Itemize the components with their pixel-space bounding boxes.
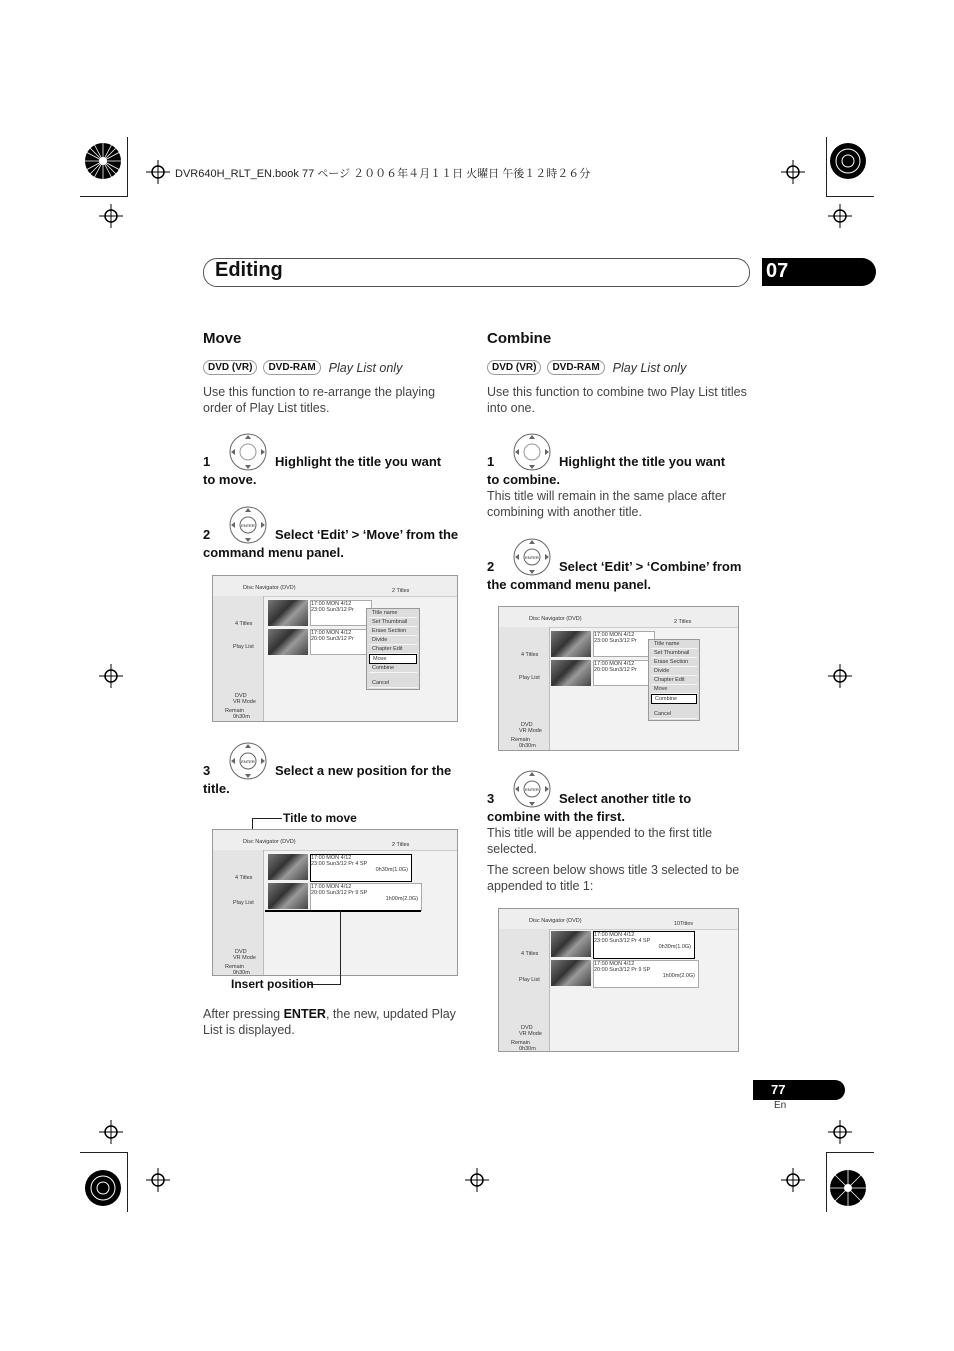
text-span: , the new, updated Play: [325, 1007, 456, 1021]
play-list-only-note: Play List only: [328, 360, 403, 375]
menu-item[interactable]: Cancel: [651, 710, 697, 719]
disc-navigator-screen: [498, 908, 739, 1052]
registration-wheel-icon: [83, 1168, 123, 1208]
screen-topbar: [213, 576, 457, 597]
side-playlist: Play List: [519, 675, 540, 681]
combine-step-3-body-1: This title will be appended to the first title selected.: [487, 826, 713, 856]
move-badges: [203, 360, 402, 375]
screen-topbar: [213, 830, 457, 851]
chapter-title: Editing: [215, 259, 283, 281]
screen-topbar: [499, 909, 738, 930]
side-titles: 4 Titles: [521, 652, 539, 658]
info-line: 0h30m(1.0G): [375, 867, 408, 873]
info-line: 17:00 MON 4/12: [311, 884, 352, 890]
title-info: [593, 631, 655, 657]
title-thumbnail: [551, 960, 591, 986]
step-text: Highlight the title you want: [275, 454, 442, 469]
disc-navigator-screen: [498, 606, 739, 751]
step-text: Highlight the title you want: [559, 454, 726, 469]
step-number: 1: [487, 454, 495, 469]
step-text: title.: [203, 781, 230, 796]
crop-mark: [127, 137, 128, 197]
side-titles: 4 Titles: [521, 951, 539, 957]
callout-title-to-move: Title to move: [283, 811, 357, 825]
enter-key-label: ENTER: [283, 1007, 326, 1021]
title-info: [310, 883, 422, 911]
title-info-selected: [310, 854, 412, 882]
crosshair-icon: [99, 664, 123, 688]
step-text: Select ‘Edit’ > ‘Combine’ from: [559, 559, 742, 574]
step-number: 2: [203, 527, 211, 542]
menu-item[interactable]: Erase Section: [651, 658, 697, 667]
menu-item[interactable]: Combine: [369, 664, 417, 673]
dvd-vr-badge: DVD (VR): [487, 360, 541, 375]
crosshair-icon: [828, 1120, 852, 1144]
dvd-ram-badge: DVD-RAM: [263, 360, 320, 375]
screen-sidebar: [499, 627, 550, 750]
combine-badges: [487, 360, 686, 375]
screen-title-count: 2 Titles: [674, 619, 692, 625]
crosshair-icon: [146, 1168, 170, 1192]
menu-item[interactable]: Chapter Edit: [651, 676, 697, 685]
step-text: Select another title to: [559, 791, 692, 806]
move-step-1: [203, 453, 465, 489]
crosshair-icon: [781, 160, 805, 184]
move-intro: Use this function to re-arrange the playing order of Play List titles.: [203, 385, 436, 415]
step-text: to combine.: [487, 472, 560, 487]
registration-wheel-icon: [828, 1168, 868, 1208]
side-dvd: DVD: [521, 722, 533, 728]
side-remain: Remain: [225, 964, 244, 970]
side-mode: VR Mode: [519, 728, 542, 734]
info-line: 1h00m(2.0G): [385, 896, 418, 902]
title-thumbnail: [268, 883, 308, 909]
step-number: 2: [487, 559, 495, 574]
screen-nav-title: Disc Navigator (DVD): [243, 585, 296, 591]
side-time: 0h30m: [233, 714, 250, 720]
step-text: to move.: [203, 472, 257, 487]
info-line: 17:00 MON 4/12: [594, 961, 635, 967]
crop-mark: [826, 137, 827, 197]
page-number: 77: [753, 1080, 845, 1100]
side-playlist: Play List: [519, 977, 540, 983]
combine-step-1: [487, 453, 757, 489]
side-dvd: DVD: [235, 949, 247, 955]
command-menu: [366, 608, 420, 690]
title-thumbnail: [268, 600, 308, 626]
menu-item[interactable]: Title name: [651, 640, 697, 649]
crosshair-icon: [99, 204, 123, 228]
info-line: 23:00 Sun3/12 Pr 4 SP: [594, 938, 651, 944]
menu-item[interactable]: Cancel: [369, 679, 417, 688]
title-info: [310, 629, 372, 655]
crop-mark: [826, 196, 874, 197]
combine-step-1-body: This title will remain in the same place after combining with another title.: [487, 489, 726, 519]
crosshair-icon: [465, 1168, 489, 1192]
combine-step-2: [487, 558, 757, 594]
step-text: the command menu panel.: [487, 577, 651, 592]
side-time: 0h30m: [519, 743, 536, 749]
info-line: 20:00 Sun3/12 Pr 9 SP: [311, 890, 368, 896]
side-mode: VR Mode: [233, 699, 256, 705]
info-line: 23:00 Sun3/12 Pr: [311, 607, 354, 613]
disc-navigator-screen: [212, 829, 458, 976]
title-info: [310, 600, 372, 626]
title-thumbnail: [551, 931, 591, 957]
screen-nav-title: Disc Navigator (DVD): [529, 616, 582, 622]
dvd-vr-badge: DVD (VR): [203, 360, 257, 375]
title-thumbnail: [551, 660, 591, 686]
screen-title-count: 10Titles: [674, 921, 694, 927]
info-line: 1h00m(2.0G): [662, 973, 695, 979]
screen-topbar: [499, 607, 738, 628]
step-number: 1: [203, 454, 211, 469]
menu-item[interactable]: Divide: [651, 667, 697, 676]
move-heading: Move: [203, 330, 242, 347]
info-line: 23:00 Sun3/12 Pr: [594, 638, 637, 644]
side-playlist: Play List: [233, 644, 254, 650]
crosshair-icon: [99, 1120, 123, 1144]
info-line: 17:00 MON 4/12: [311, 601, 352, 607]
title-thumbnail: [268, 629, 308, 655]
menu-item[interactable]: Title name: [369, 609, 417, 618]
combine-heading: Combine: [487, 330, 552, 347]
screen-title-count: 2 Titles: [392, 842, 410, 848]
play-list-only-note: Play List only: [612, 360, 687, 375]
menu-item[interactable]: Set Thumbnail: [369, 618, 417, 627]
svg-text:ENTER: ENTER: [241, 523, 255, 528]
menu-item[interactable]: Chapter Edit: [369, 645, 417, 654]
side-playlist: Play List: [233, 900, 254, 906]
svg-text:ENTER: ENTER: [525, 787, 539, 792]
crop-mark: [826, 1152, 827, 1212]
title-thumbnail: [551, 631, 591, 657]
side-dvd: DVD: [235, 693, 247, 699]
screen-nav-title: Disc Navigator (DVD): [243, 839, 296, 845]
callout-line: [252, 818, 282, 819]
info-line: 0h30m(1.0G): [658, 944, 691, 950]
menu-item[interactable]: Divide: [369, 636, 417, 645]
side-mode: VR Mode: [233, 955, 256, 961]
crop-mark: [127, 1152, 128, 1212]
step-text: command menu panel.: [203, 545, 344, 560]
page-language: En: [774, 1100, 787, 1111]
side-titles: 4 Titles: [235, 621, 253, 627]
side-remain: Remain: [511, 1040, 530, 1046]
side-time: 0h30m: [519, 1046, 536, 1052]
step-text: Select ‘Edit’ > ‘Move’ from the: [275, 527, 459, 542]
svg-text:ENTER: ENTER: [241, 759, 255, 764]
crop-mark: [80, 1152, 128, 1153]
step-number: 3: [487, 791, 495, 806]
screen-sidebar: [213, 850, 264, 975]
command-menu: [648, 639, 700, 721]
registration-wheel-icon: [83, 141, 123, 181]
chapter-header-bar: [203, 258, 750, 287]
crop-mark: [826, 1152, 874, 1153]
menu-item-selected[interactable]: Move: [369, 654, 417, 664]
disc-navigator-screen: [212, 575, 458, 722]
combine-step-3: [487, 790, 757, 826]
info-line: 23:00 Sun3/12 Pr 4 SP: [311, 861, 368, 867]
side-remain: Remain: [225, 708, 244, 714]
dvd-ram-badge: DVD-RAM: [547, 360, 604, 375]
title-info: [593, 960, 699, 988]
info-line: 17:00 MON 4/12: [594, 932, 635, 938]
move-step-3: [203, 762, 473, 798]
info-line: 17:00 MON 4/12: [311, 630, 352, 636]
info-line: 17:00 MON 4/12: [594, 632, 635, 638]
screen-sidebar: [499, 929, 550, 1051]
step-number: 3: [203, 763, 211, 778]
title-info: [593, 660, 655, 686]
menu-item[interactable]: Move: [651, 685, 697, 694]
screen-nav-title: Disc Navigator (DVD): [529, 918, 582, 924]
info-line: 17:00 MON 4/12: [311, 855, 352, 861]
chapter-number: 07: [762, 258, 876, 286]
menu-item-selected[interactable]: Combine: [651, 694, 697, 704]
crosshair-icon: [828, 204, 852, 228]
crosshair-icon: [146, 160, 170, 184]
title-info-selected: [593, 931, 695, 959]
screen-title-count: 2 Titles: [392, 588, 410, 594]
callout-insert-position: Insert position: [231, 977, 314, 991]
text-span: After pressing: [203, 1007, 284, 1021]
text-span: List is displayed.: [203, 1023, 295, 1037]
menu-item[interactable]: Erase Section: [369, 627, 417, 636]
combine-intro: Use this function to combine two Play List titles into one.: [487, 385, 747, 415]
side-remain: Remain: [511, 737, 530, 743]
crosshair-icon: [828, 664, 852, 688]
move-step-2: [203, 526, 473, 562]
crosshair-icon: [781, 1168, 805, 1192]
screen-sidebar: [213, 596, 264, 721]
side-dvd: DVD: [521, 1025, 533, 1031]
info-line: 17:00 MON 4/12: [594, 661, 635, 667]
move-after-text: [203, 1006, 473, 1038]
insert-position-marker: [265, 910, 421, 912]
info-line: 20:00 Sun3/12 Pr 9 SP: [594, 967, 651, 973]
combine-step-3-body-2: The screen below shows title 3 selected to be appended to title 1:: [487, 863, 740, 893]
info-line: 20:00 Sun3/12 Pr: [311, 636, 354, 642]
title-thumbnail: [268, 854, 308, 880]
callout-line: [340, 910, 341, 985]
print-header: DVR640H_RLT_EN.book 77 ページ ２００６年４月１１日 火曜日 午後１２時２６分: [175, 168, 591, 180]
registration-wheel-icon: [828, 141, 868, 181]
svg-text:ENTER: ENTER: [525, 555, 539, 560]
step-text: Select a new position for the: [275, 763, 452, 778]
menu-item[interactable]: Set Thumbnail: [651, 649, 697, 658]
step-text: combine with the first.: [487, 809, 625, 824]
side-time: 0h30m: [233, 970, 250, 976]
info-line: 20:00 Sun3/12 Pr: [594, 667, 637, 673]
side-mode: VR Mode: [519, 1031, 542, 1037]
crop-mark: [80, 196, 128, 197]
side-titles: 4 Titles: [235, 875, 253, 881]
